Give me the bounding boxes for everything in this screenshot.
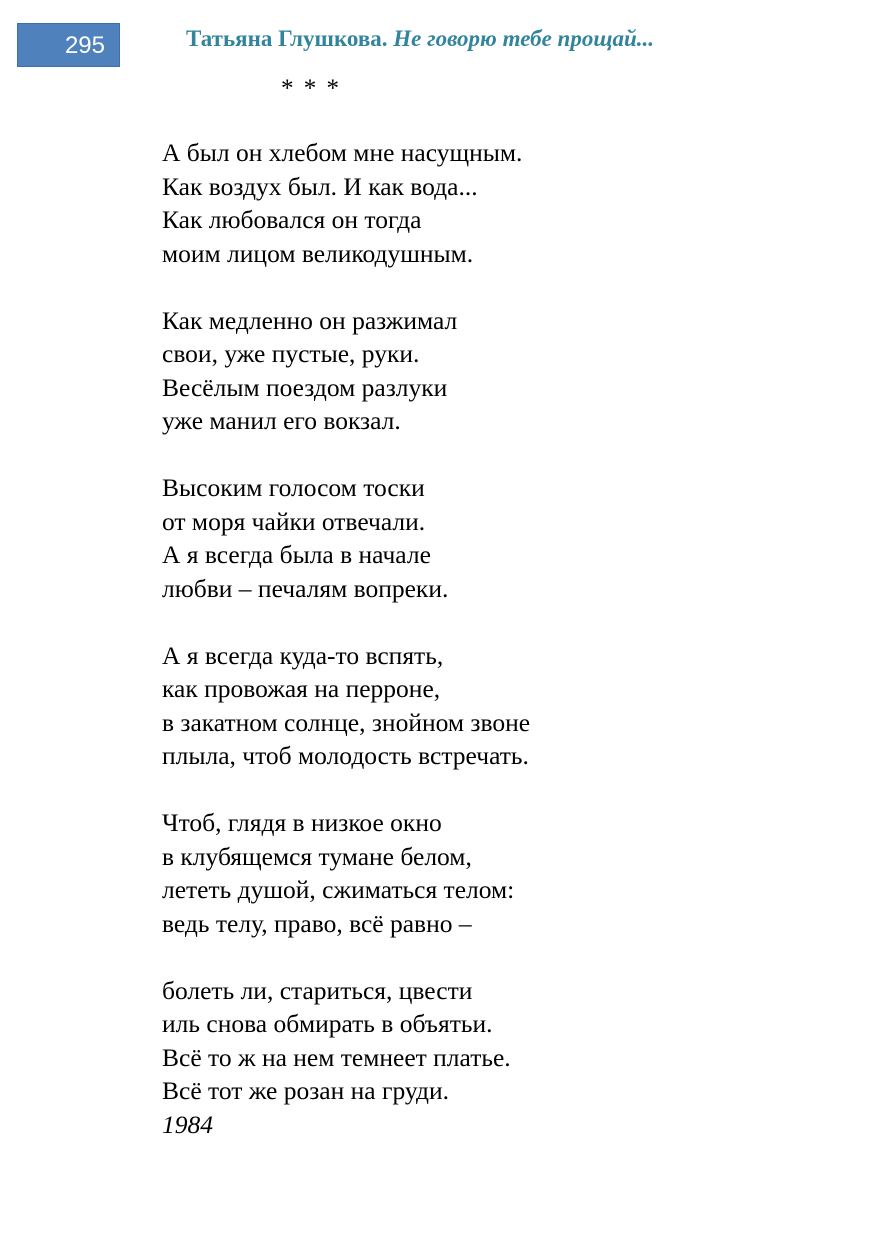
author-name: Татьяна Глушкова. xyxy=(186,26,388,51)
poem-year: 1984 xyxy=(162,1109,213,1139)
poem-line: от моря чайки отвечали. xyxy=(162,506,426,536)
stanza-1 xyxy=(162,136,682,270)
page-number-badge xyxy=(17,23,120,67)
poem-line: Как воздух был. И как вода... xyxy=(162,171,478,201)
poem-line: ведь телу, право, всё равно – xyxy=(162,908,472,938)
poem-line: Чтоб, глядя в низкое окно xyxy=(162,808,442,837)
poem-line: уже манил его вокзал. xyxy=(162,406,401,435)
poem-line: свои, уже пустые, руки. xyxy=(162,339,420,368)
poem-line: лететь душой, сжиматься телом: xyxy=(162,875,515,904)
poem-line: моим лицом великодушным. xyxy=(162,238,474,268)
poem-line: А был он хлебом мне насущным. xyxy=(162,138,523,167)
poem-line: любви – печалям вопреки. xyxy=(162,573,449,603)
poem-line: А я всегда куда-то вспять, xyxy=(162,640,444,670)
poem-line: А я всегда была в начале xyxy=(162,540,431,569)
poem-line: Всё тот же розан на груди. xyxy=(162,1076,449,1105)
poem-line: Как медленно он разжимал xyxy=(162,305,458,335)
poem-line: в закатном солнце, знойном звоне xyxy=(162,707,531,737)
poem-separator: * * * xyxy=(281,75,341,102)
stanza-3 xyxy=(162,471,682,605)
stanza-2 xyxy=(162,304,682,438)
stanza-4 xyxy=(162,639,682,773)
poem-line: Всё то ж на нем темнеет платье. xyxy=(162,1042,511,1072)
poem-line: Весёлым поездом разлуки xyxy=(162,372,448,402)
poem-line: плыла, чтоб молодость встречать. xyxy=(162,741,529,770)
running-header xyxy=(186,24,654,54)
poem-line: болеть ли, стариться, цвести xyxy=(162,975,473,1005)
stanza-6 xyxy=(162,974,682,1142)
poem-body xyxy=(162,136,682,1141)
poem-line: иль снова обмирать в объятьи. xyxy=(162,1009,493,1038)
poem-line: Высоким голосом тоски xyxy=(162,473,425,502)
poem-line: в клубящемся тумане белом, xyxy=(162,841,472,871)
stanza-5 xyxy=(162,806,682,940)
poem-line: Как любовался он тогда xyxy=(162,205,422,234)
book-title: Не говорю тебе прощай... xyxy=(393,26,655,51)
page-number: 295 xyxy=(64,32,105,59)
poem-line: как провожая на перроне, xyxy=(162,674,441,703)
